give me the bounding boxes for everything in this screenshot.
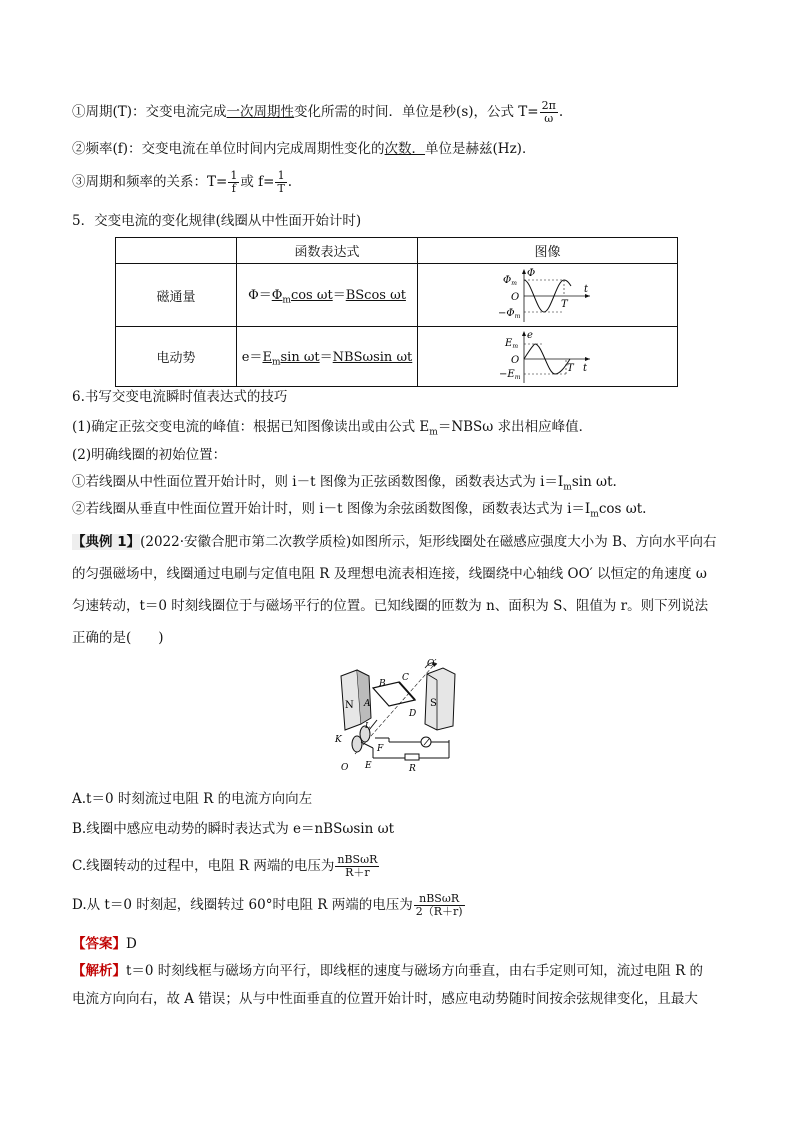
frequency-definition: ②频率(f)：交变电流在单位时间内完成周期性变化的次数．单位是赫兹(Hz)．: [72, 141, 536, 157]
svg-text:O: O: [510, 292, 519, 303]
svg-text:T: T: [560, 299, 568, 310]
svg-text:B: B: [379, 679, 386, 689]
period-formula: $\frac{2\pi}{\omega}$: [541, 99, 556, 125]
section-5-heading: 5．交变电流的变化规律(线圈从中性面开始计时): [72, 213, 362, 229]
example-stem-line-4: 正确的是( ): [72, 630, 164, 646]
example-stem-line-2: 的匀强磁场中，线圈通过电刷与定值电阻 R 及理想电流表相连接，线圈绕中心轴线 OO′ 以恒定的角速度 ω: [72, 566, 707, 582]
svg-text:Em: $E_m$: [504, 337, 518, 350]
table-row-emf: [116, 327, 678, 387]
section-6-case-sine: ①若线圈从中性面位置开始计时，则 i－t 图像为正弦函数图像，函数表达式为 $i=I_m\sin$ ωt.: [72, 474, 617, 493]
answer-line: [72, 935, 137, 953]
emf-graph-cell: [418, 327, 678, 387]
table-header-expression: 函数表达式: [237, 238, 418, 264]
example-tag: 【典例 1】: [72, 534, 141, 550]
svg-text:e: e: [526, 329, 533, 341]
answer-tag: 【答案】: [72, 936, 126, 952]
example-stem-line-3: 匀速转动，t＝0 时刻线圈位于与磁场平行的位置。已知线圈的匝数为 n、面积为 S、阻值为 r。则下列说法: [72, 598, 709, 614]
row-label: 电动势: [116, 327, 237, 387]
flux-graph-cell: [418, 264, 678, 327]
table-row-flux: [116, 264, 678, 327]
relation-definition: ③周期和频率的关系：T= $\frac{1}{f}$ 或 f= $\frac{1}{T}$ .: [72, 169, 293, 195]
row-label: 磁通量: [116, 264, 237, 327]
table-header-empty: [116, 238, 237, 264]
svg-text:R: R: [409, 764, 416, 774]
svg-text:O: O: [510, 354, 519, 366]
svg-text:O′: O′: [427, 659, 437, 669]
svg-text:S: S: [430, 698, 437, 709]
flux-graph: [498, 266, 598, 324]
analysis-line-2: 电流方向向右，故 A 错误；从与中性面垂直的位置开始计时，感应电动势随时间按余弦规律变化，且最大: [72, 991, 698, 1007]
option-d: D.从 t＝0 时刻起，线圈转过 60°时电阻 R 两端的电压为 $\frac{\text{nBSωR}}{2(R+r)}$: [72, 892, 463, 918]
emf-graph: [498, 329, 598, 385]
svg-text:D: D: [409, 709, 417, 719]
emf-expression: $e=E_m\sin$ ωt＝NBSωsin ωt: [237, 327, 418, 387]
flux-expression: $\Phi=\Phi_m\cos$ ωt＝BScos ωt: [237, 264, 418, 327]
table-header-graph: 图像: [418, 238, 678, 264]
section-6-heading: 6.书写交变电流瞬时值表达式的技巧: [72, 389, 288, 405]
option-a: A.t＝0 时刻流过电阻 R 的电流方向向左: [72, 791, 313, 807]
ac-law-table: [115, 237, 678, 387]
svg-text:−Φm: $-\Phi_m$: [497, 308, 520, 320]
section-6-step-2: (2)明确线圈的初始位置：: [72, 447, 227, 463]
svg-text:−Em: $-E_m$: [498, 368, 520, 381]
svg-text:t: t: [582, 362, 587, 374]
svg-text:T: T: [566, 362, 574, 374]
svg-text:F: F: [377, 744, 384, 754]
section-6-step-1: (1)确定正弦交变电流的峰值：根据已知图像读出或由公式 $E_m=NBS\omega$ 求出相应峰值．: [72, 419, 593, 438]
svg-text:E: E: [365, 761, 372, 771]
svg-text:K: K: [335, 735, 342, 745]
analysis-line-1: 【解析】t＝0 时刻线框与磁场方向平行，即线框的速度与磁场方向垂直，由右手定则可知，流过电阻 R 的: [72, 963, 704, 979]
svg-text:t: t: [583, 284, 588, 295]
svg-text:N: N: [345, 700, 354, 711]
svg-text:L: L: [365, 721, 371, 730]
section-6-case-cosine: ②若线圈从垂直中性面位置开始计时，则 i－t 图像为余弦函数图像，函数表达式为 $i=I_m\cos$ ωt.: [72, 501, 647, 520]
option-c: C.线圈转动的过程中，电阻 R 两端的电压为 $\frac{\text{nBSωR}}{R+r}$: [72, 853, 378, 879]
svg-text:A: A: [364, 699, 371, 709]
period-definition: ①周期(T)：交变电流完成一次周期性变化所需的时间．单位是秒(s)，公式 T= $\frac{2\pi}{\omega}$ .: [72, 99, 564, 125]
svg-text:Φm: $\Phi_m$: [502, 275, 517, 287]
resistor-icon: [405, 754, 419, 760]
analysis-tag: 【解析】: [72, 963, 126, 979]
y-axis-label: Φ: [526, 268, 535, 279]
generator-figure: [333, 658, 463, 776]
answer-value: D: [126, 936, 137, 952]
example-stem-line-1: 【典例 1】(2022·安徽合肥市第二次教学质检)如图所示，矩形线圈处在磁感应强度大小为 B、方向水平向右: [72, 534, 717, 550]
option-b: B.线圈中感应电动势的瞬时表达式为 e＝nBSωsin ωt: [72, 821, 395, 837]
svg-text:O: O: [341, 763, 349, 773]
svg-text:C: C: [402, 673, 409, 683]
